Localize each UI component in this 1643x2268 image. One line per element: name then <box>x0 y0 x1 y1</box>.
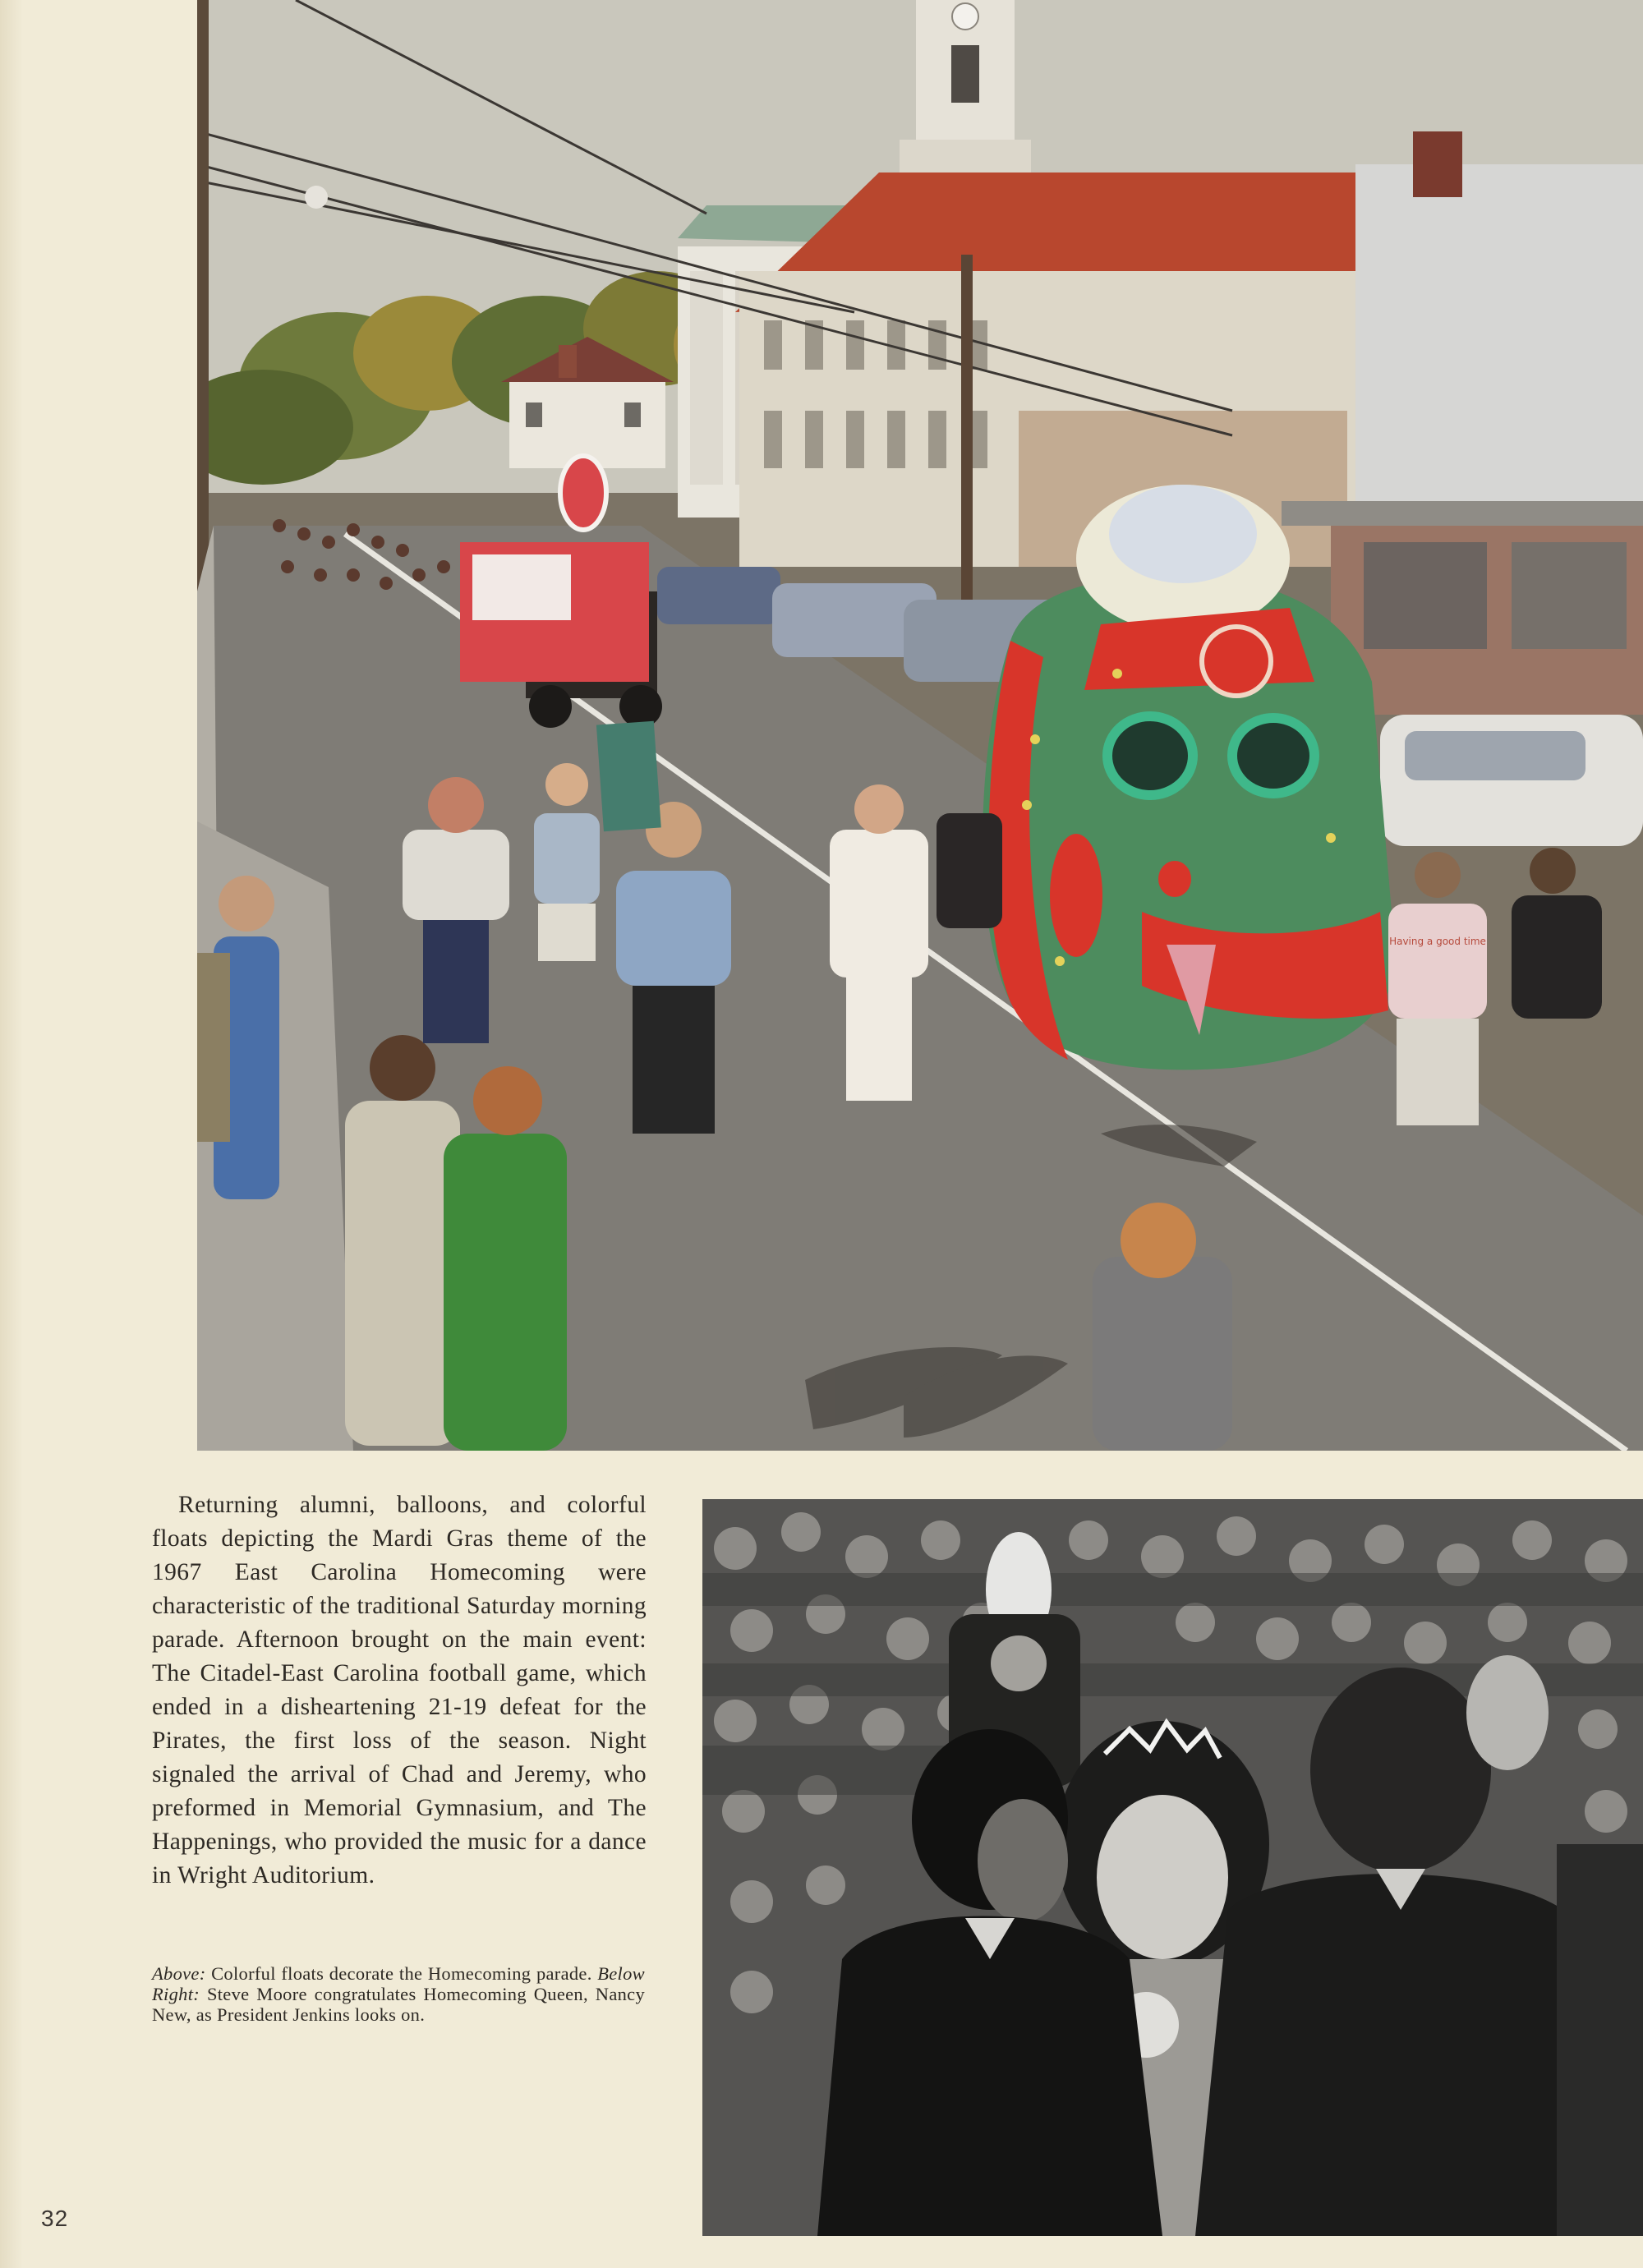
caption-label-below: Below Right: <box>152 1963 645 2004</box>
parade-photo <box>197 0 1643 1451</box>
body-paragraph <box>152 1488 647 1893</box>
caption-label-above: Above: <box>152 1963 206 1984</box>
utility-pole-left <box>197 0 209 641</box>
utility-pole <box>961 255 973 616</box>
photo-caption <box>152 1963 645 2025</box>
caption-text-above: Colorful floats decorate the Homecoming parade. <box>211 1963 592 1984</box>
homecoming-queen-photo <box>702 1499 1643 2236</box>
caption-text-below: Steve Moore congratulates Homecoming Queen, Nancy New, as President Jenkins looks on. <box>152 1984 645 2025</box>
page-edge <box>0 0 23 2268</box>
page-number: 32 <box>41 2206 69 2231</box>
body-paragraph-text: Returning alumni, balloons, and colorful floats depicting the Mardi Gras theme of the 1967 East Carolina Homecoming were characteristic of the traditional Saturday morning parade. Afternoon brought on the main event: The Citadel-East Carolina football game, which ended in a disheartening 21-19 defeat for the Pirates, the first loss of the season. Night signaled the arrival of Chad and Jeremy, who preformed in Memorial Gymnasium, and The Happenings, who provided the music for a dance in Wright Auditorium. <box>152 1492 647 1888</box>
shirt-sign-text: Having a good time <box>1389 936 1486 947</box>
street-lamp <box>305 186 328 209</box>
